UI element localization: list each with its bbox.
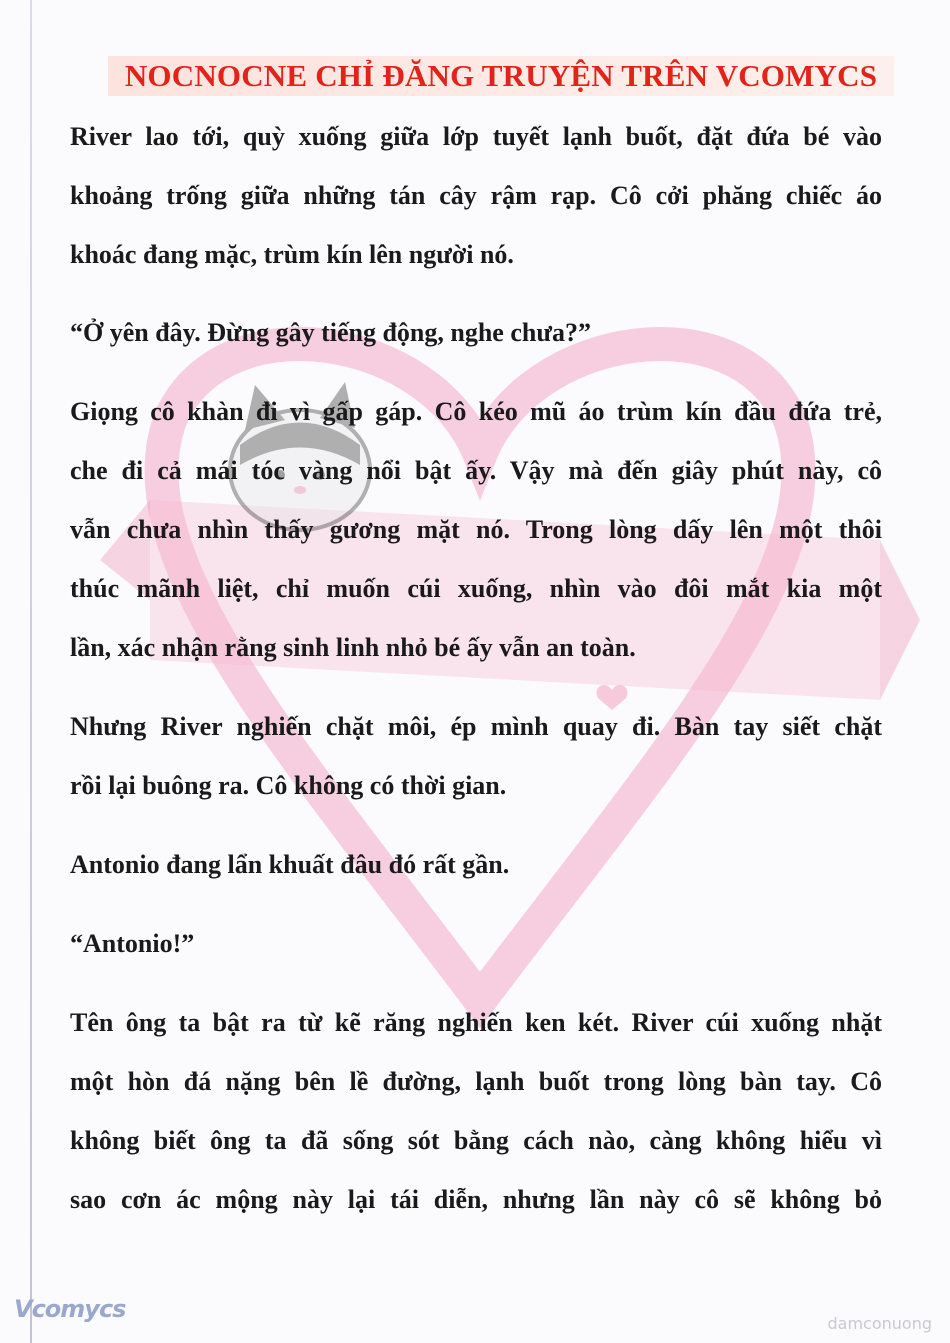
text-line: “Ở yên đây. Đừng gây tiếng động, nghe chưa?” bbox=[70, 318, 591, 347]
text-line: Nhưng River nghiến chặt môi, ép mình quay đi. Bàn tay siết chặt bbox=[70, 712, 882, 741]
text-line: “Antonio!” bbox=[70, 929, 195, 958]
text-line: River lao tới, quỳ xuống giữa lớp tuyết lạnh buốt, đặt đứa bé vào bbox=[70, 122, 882, 151]
text-line: che đi cả mái tóc vàng nổi bật ấy. Vậy mà đến giây phút này, cô bbox=[70, 456, 882, 485]
text-line: thúc mãnh liệt, chỉ muốn cúi xuống, nhìn vào đôi mắt kia một bbox=[70, 574, 882, 603]
text-line: Antonio đang lẩn khuất đâu đó rất gần. bbox=[70, 850, 510, 879]
text-line: không biết ông ta đã sống sót bằng cách nào, càng không hiểu vì bbox=[70, 1126, 882, 1155]
vcomycs-logo: Vcomycs bbox=[14, 1295, 126, 1323]
text-line: Tên ông ta bật ra từ kẽ răng nghiến ken két. River cúi xuống nhặt bbox=[70, 1008, 882, 1037]
text-line: khoảng trống giữa những tán cây rậm rạp. Cô cởi phăng chiếc áo bbox=[70, 181, 882, 210]
text-line: khoác đang mặc, trùm kín lên người nó. bbox=[70, 240, 514, 269]
text-line: vẫn chưa nhìn thấy gương mặt nó. Trong lòng dấy lên một thôi bbox=[70, 515, 882, 544]
header-title: NOCNOCNE CHỈ ĐĂNG TRUYỆN TRÊN VCOMYCS bbox=[124, 58, 878, 93]
text-line: một hòn đá nặng bên lề đường, lạnh buốt trong lòng bàn tay. Cô bbox=[70, 1067, 882, 1096]
text-line: sao cơn ác mộng này lại tái diễn, nhưng lần này cô sẽ không bỏ bbox=[70, 1185, 882, 1214]
text-line: lần, xác nhận rằng sinh linh nhỏ bé ấy vẫn an toàn. bbox=[70, 633, 636, 662]
site-watermark: damconuong bbox=[827, 1314, 932, 1333]
text-line: Giọng cô khàn đi vì gấp gáp. Cô kéo mũ áo trùm kín đầu đứa trẻ, bbox=[70, 397, 882, 426]
text-line: rồi lại buông ra. Cô không có thời gian. bbox=[70, 771, 507, 800]
